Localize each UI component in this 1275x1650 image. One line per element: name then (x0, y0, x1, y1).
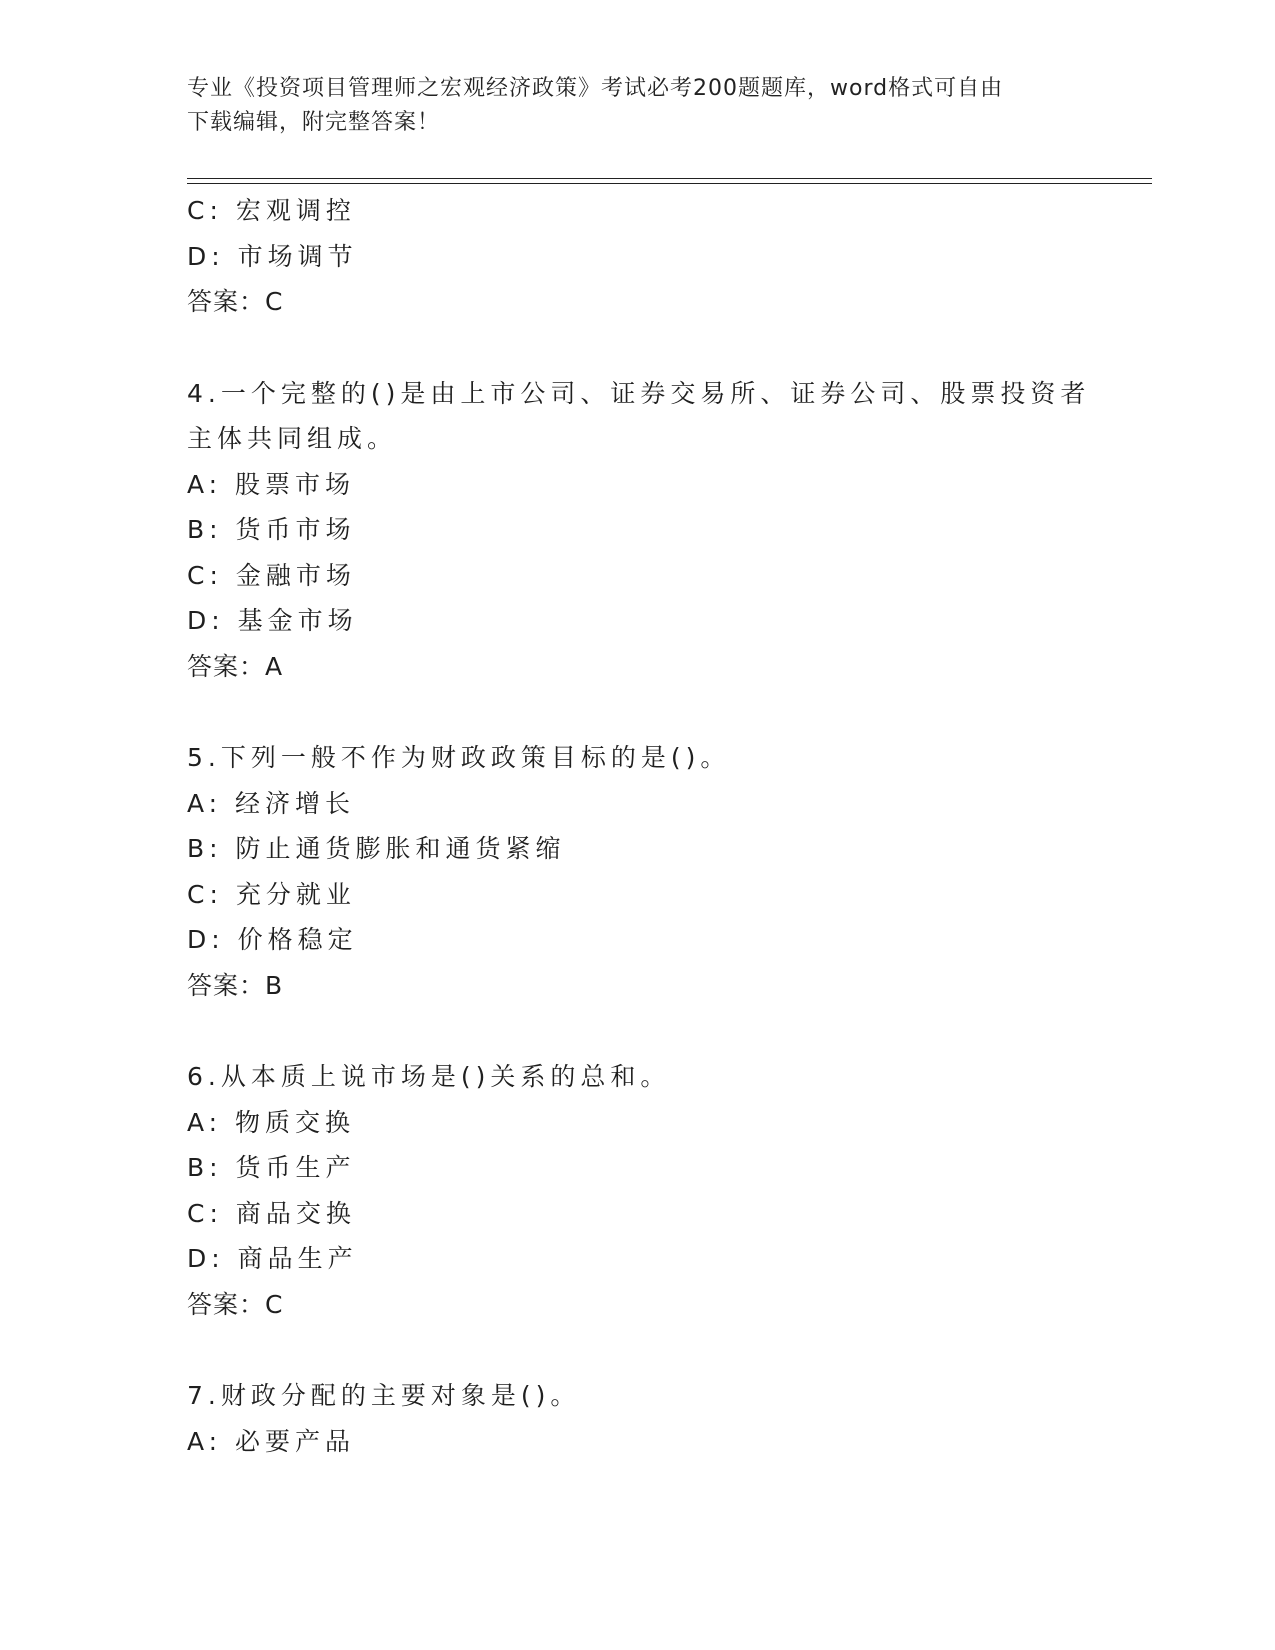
option-d: D: 价格稳定 (187, 925, 358, 954)
question-list (187, 188, 1091, 1464)
spacer (187, 325, 1087, 371)
question-5 (187, 735, 1087, 1008)
header-line-1: 专业《投资项目管理师之宏观经济政策》考试必考200题题库，word格式可自由 (187, 76, 1004, 101)
option-a: A: 股票市场 (187, 469, 356, 499)
question-3-tail (187, 188, 1087, 325)
question-4 (187, 371, 1091, 690)
answer-text: 答案：C (187, 287, 284, 316)
question-stem: 7.财政分配的主要对象是()。 (187, 1381, 581, 1410)
spacer (187, 1008, 1087, 1054)
answer-text: 答案：C (187, 1289, 284, 1319)
option-c: C: 商品交换 (187, 1198, 356, 1228)
header-divider-bottom (187, 183, 1152, 184)
option-b: B: 防止通货膨胀和通货紧缩 (187, 834, 566, 863)
option-a: A: 必要产品 (187, 1426, 356, 1456)
option-a: A: 经济增长 (187, 788, 356, 818)
option-c: C: 充分就业 (187, 879, 356, 909)
option-b: B: 货币生产 (187, 1153, 356, 1182)
question-7 (187, 1373, 1087, 1464)
question-stem: 6.从本质上说市场是()关系的总和。 (187, 1062, 671, 1091)
header-line-2: 下载编辑，附完整答案！ (187, 110, 441, 135)
option-b: B: 货币市场 (187, 515, 356, 544)
document-header (187, 72, 1067, 140)
spacer (187, 689, 1087, 735)
question-stem-continued: 主体共同组成。 (187, 424, 398, 453)
question-stem: 5.下列一般不作为财政政策目标的是()。 (187, 743, 731, 772)
question-stem: 4.一个完整的()是由上市公司、证券交易所、证券公司、股票投资者 (187, 378, 1091, 408)
option-d: D: 商品生产 (187, 1244, 358, 1273)
spacer (187, 1327, 1087, 1373)
question-6 (187, 1054, 1087, 1327)
answer-text: 答案：B (187, 970, 284, 1000)
option-d: D: 市场调节 (187, 241, 358, 271)
option-d: D: 基金市场 (187, 606, 358, 635)
answer-text: 答案：A (187, 651, 284, 681)
option-c: C: 宏观调控 (187, 196, 356, 225)
option-a: A: 物质交换 (187, 1107, 356, 1137)
option-c: C: 金融市场 (187, 560, 356, 590)
header-divider-top (187, 178, 1152, 179)
